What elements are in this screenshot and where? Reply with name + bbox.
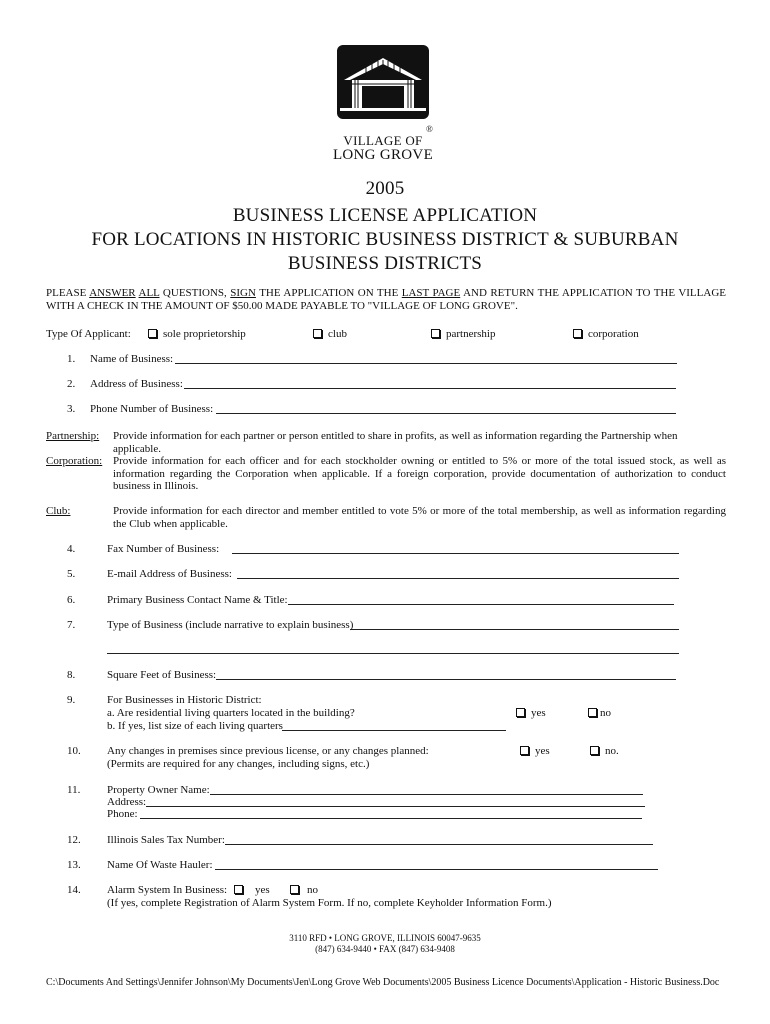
business-name-field[interactable] [175,363,677,364]
checkbox-icon[interactable] [588,708,597,717]
q8-number: 8. [67,669,76,681]
fax-field[interactable] [232,553,679,554]
q11-address-label: Address: [107,796,147,808]
q3-number: 3. [67,403,76,415]
contact-field[interactable] [288,604,674,605]
owner-name-field[interactable] [210,794,643,795]
q9a-no[interactable]: no [588,707,611,720]
business-type-field[interactable] [350,629,679,630]
title-line-1: BUSINESS LICENSE APPLICATION [232,205,538,226]
checkbox-icon[interactable] [431,329,440,338]
owner-address-field[interactable] [146,806,645,807]
q5-label: E-mail Address of Business: [107,568,232,580]
partnership-text: Provide information for each partner or person entitled to share in profits, as well as information regarding the Partnership when applicable. [113,430,678,455]
q1-label: Name of Business: [90,353,174,365]
q10-line-1: Any changes in premises since previous license, or any changes planned: [107,745,429,757]
checkbox-icon[interactable] [520,746,529,755]
q14-note: (If yes, complete Registration of Alarm System Form. If no, complete Keyholder Information Form.) [107,897,552,909]
q11-phone-label: Phone: [107,808,138,820]
q13-label: Name Of Waste Hauler: [107,859,213,871]
q11-owner-label: Property Owner Name: [107,784,210,796]
waste-hauler-field[interactable] [215,869,658,870]
q9-heading: For Businesses in Historic District: [107,694,262,706]
q2-label: Address of Business: [90,378,183,390]
covered-bridge-icon [336,44,430,120]
checkbox-icon[interactable] [290,885,299,894]
q10-no[interactable]: no. [590,745,619,758]
file-path: C:\Documents And Settings\Jennifer Johnson\My Documents\Jen\Long Grove Web Documents\2005 Business Licence Documents\Application - Historic Business.Doc [46,977,720,988]
option-sole-proprietorship[interactable]: sole proprietorship [148,328,246,341]
q11-number: 11. [67,784,81,796]
village-logo [336,44,430,120]
q1-number: 1. [67,353,76,365]
q9a-yes[interactable]: yes [516,707,546,720]
q9a-text: a. Are residential living quarters located in the building? [107,707,355,719]
logo-village-of: VILLAGE OF [343,133,423,148]
q2-number: 2. [67,378,76,390]
footer-phone: (847) 634-9440 • FAX (847) 634-9408 [315,944,455,954]
sales-tax-field[interactable] [225,844,653,845]
q9-number: 9. [67,694,76,706]
square-feet-field[interactable] [216,679,676,680]
instructions: PLEASE ANSWER ALL QUESTIONS, SIGN THE APPLICATION ON THE LAST PAGE AND RETURN THE APPLICATION TO THE VILLAGE WITH A CHECK IN THE AMOUNT OF $50.00 MADE PAYABLE TO "VILLAGE OF LONG GROVE". [46,287,726,312]
q10-number: 10. [67,745,81,757]
q6-label: Primary Business Contact Name & Title: [107,594,288,606]
q4-number: 4. [67,543,76,555]
q14-no[interactable]: no [290,884,318,897]
checkbox-icon[interactable] [313,329,322,338]
q14-label: Alarm System In Business: [107,884,228,896]
title-year: 2005 [365,178,405,199]
q12-number: 12. [67,834,81,846]
q6-number: 6. [67,594,76,606]
q8-label: Square Feet of Business: [107,669,217,681]
business-type-field-2[interactable] [107,653,679,654]
checkbox-icon[interactable] [516,708,525,717]
q9b-text: b. If yes, list size of each living quarters [107,720,283,732]
option-partnership[interactable]: partnership [431,328,495,341]
club-text: Provide information for each director and member entitled to vote 5% or more of the total membership, as well as information regarding the Club when applicable. [113,505,726,530]
logo-long-grove: LONG GROVE [332,147,434,163]
business-phone-field[interactable] [216,413,676,414]
q14-yes[interactable]: yes [234,884,270,897]
title-line-2: FOR LOCATIONS IN HISTORIC BUSINESS DISTRICT & SUBURBAN [91,229,679,250]
q5-number: 5. [67,568,76,580]
option-corporation[interactable]: corporation [573,328,639,341]
q3-label: Phone Number of Business: [90,403,214,415]
q4-label: Fax Number of Business: [107,543,220,555]
corporation-text: Provide information for each officer and for each stockholder owning or entitled to 5% or more of the total issued stock, as well as information regarding the Corporation when applicable. If a foreign corporation, provide documentation of authorization to conduct business in Illinois. [113,455,726,492]
q7-label: Type of Business (include narrative to explain business) [107,619,354,631]
q12-label: Illinois Sales Tax Number: [107,834,225,846]
q10-line-2: (Permits are required for any changes, including signs, etc.) [107,758,370,770]
owner-phone-field[interactable] [140,818,642,819]
q10-yes[interactable]: yes [520,745,550,758]
registered-mark: ® [426,124,433,134]
email-field[interactable] [237,578,679,579]
checkbox-icon[interactable] [148,329,157,338]
partnership-label: Partnership: [46,430,100,442]
title-line-3: BUSINESS DISTRICTS [287,253,483,274]
q7-number: 7. [67,619,76,631]
checkbox-icon[interactable] [590,746,599,755]
checkbox-icon[interactable] [573,329,582,338]
q13-number: 13. [67,859,81,871]
living-quarters-field[interactable] [282,730,506,731]
corporation-label: Corporation: [46,455,103,467]
footer-address: 3110 RFD • LONG GROVE, ILLINOIS 60047-9635 [289,933,481,943]
applicant-type-label: Type Of Applicant: [46,328,131,340]
option-club[interactable]: club [313,328,347,341]
q14-number: 14. [67,884,81,896]
checkbox-icon[interactable] [234,885,243,894]
business-address-field[interactable] [184,388,676,389]
club-label: Club: [46,505,71,517]
